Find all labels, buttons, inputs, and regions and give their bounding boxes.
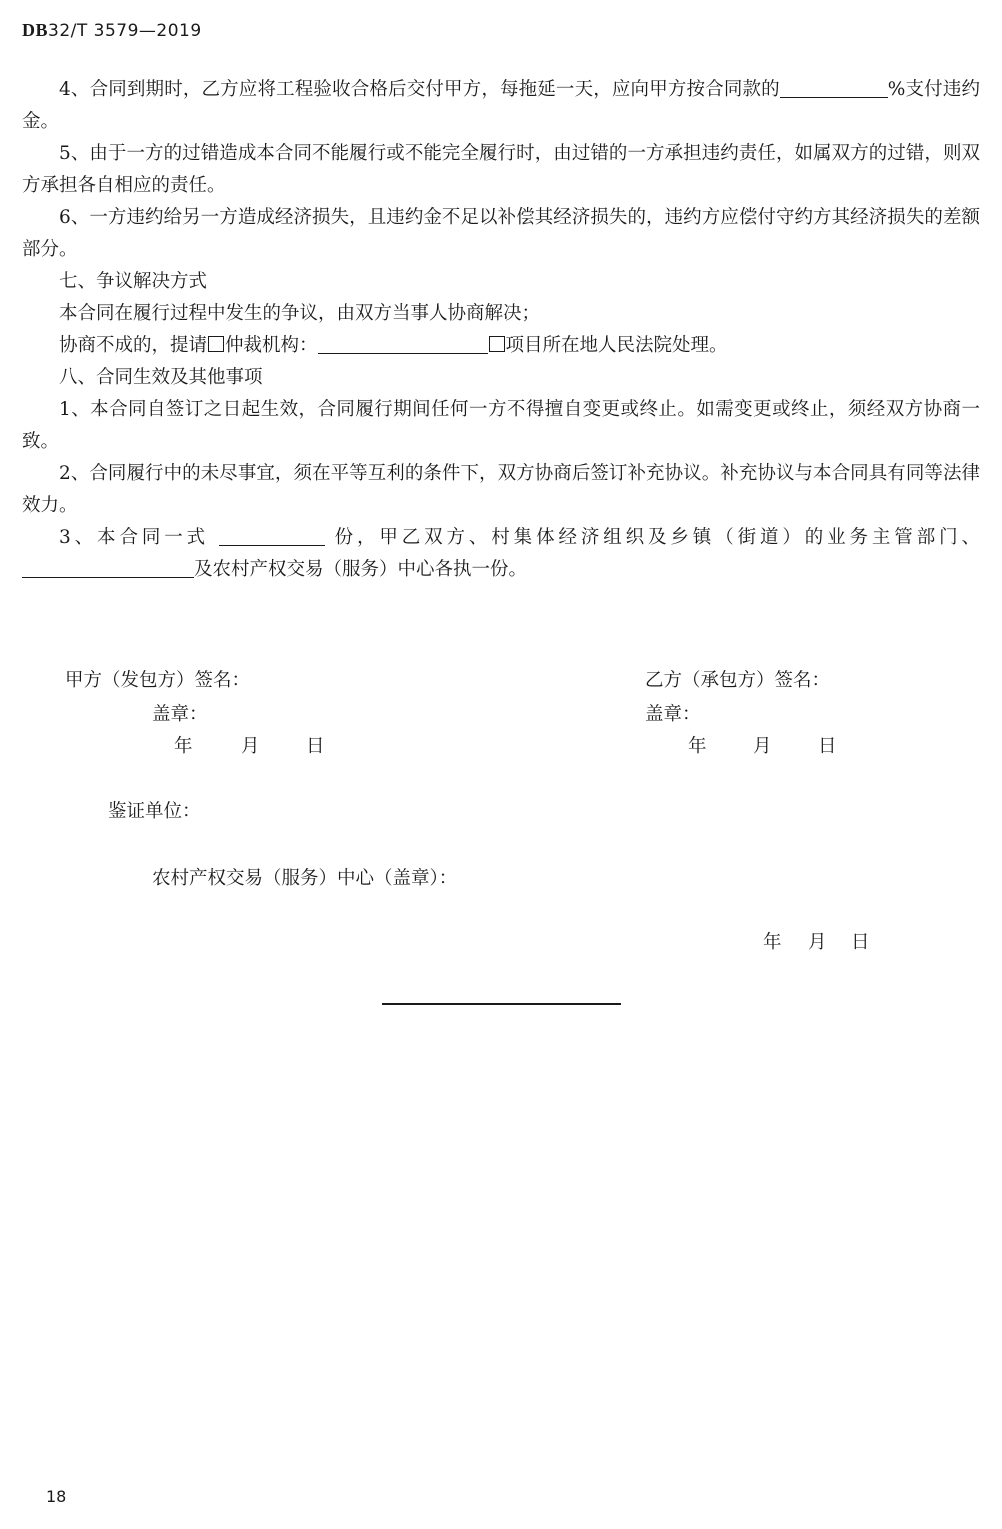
party-a-seal-label: 盖章： (152, 704, 208, 725)
party-a-day: 日 (306, 736, 325, 757)
party-a-year: 年 (174, 736, 193, 757)
end-of-document-rule (382, 1003, 621, 1005)
center-seal-label: 农村产权交易（服务）中心（盖章）： (152, 868, 458, 889)
section-7-paragraph-2: 协商不成的，提请 仲裁机构： 项目所在地人民法院处理。 (59, 335, 728, 356)
section-8-title: 八、合同生效及其他事项 (59, 367, 263, 388)
other-department-blank[interactable] (22, 557, 194, 578)
party-b-year: 年 (688, 736, 707, 757)
clause-4: 4、合同到期时，乙方应将工程验收合格后交付甲方，每拖延一天，应向甲方按合同款的 %支付违约金。 (22, 79, 980, 132)
section-7-paragraph-1: 本合同在履行过程中发生的争议，由双方当事人协商解决； (59, 303, 541, 324)
arbitration-checkbox[interactable] (208, 336, 224, 352)
page-number: 18 (46, 1487, 67, 1506)
section-8-item-2: 2、合同履行中的未尽事宜，须在平等互利的条件下，双方协商后签订补充协议。补充协议与本合同具有同等法律效力。 (22, 463, 980, 516)
section-8-item-3: 3、本合同一式 份，甲乙双方、村集体经济组织及乡镇（街道）的业务主管部门、及农村产权交易（服务）中心各执一份。 (22, 522, 980, 586)
section-7-title: 七、争议解决方式 (59, 271, 208, 292)
contract-body (22, 74, 980, 586)
clause-5: 5、由于一方的过错造成本合同不能履行或不能完全履行时，由过错的一方承担违约责任，如属双方的过错，则双方承担各自相应的责任。 (22, 143, 980, 196)
document-code-number: 32/T 3579—2019 (48, 21, 202, 41)
document-code-prefix: DB (22, 20, 49, 40)
section-8-item-1: 1、本合同自签订之日起生效，合同履行期间任何一方不得擅自变更或终止。如需变更或终止，须经双方协商一致。 (22, 399, 980, 452)
document-code (22, 20, 202, 41)
party-b-month: 月 (753, 736, 772, 757)
center-day: 日 (851, 932, 870, 953)
arbitration-institution-blank[interactable] (318, 333, 488, 354)
center-year: 年 (763, 932, 782, 953)
party-a-month: 月 (241, 736, 260, 757)
penalty-rate-blank[interactable] (780, 77, 888, 98)
clause-6: 6、一方违约给另一方造成经济损失，且违约金不足以补偿其经济损失的，违约方应偿付守约方其经济损失的差额部分。 (22, 207, 980, 260)
party-b-signature-label: 乙方（承包方）签名： (645, 670, 831, 691)
center-month: 月 (808, 932, 827, 953)
party-a-signature-label: 甲方（发包方）签名： (65, 670, 251, 691)
verifier-label: 鉴证单位： (108, 801, 201, 822)
court-checkbox[interactable] (489, 336, 505, 352)
party-b-day: 日 (818, 736, 837, 757)
party-b-seal-label: 盖章： (645, 704, 701, 725)
copies-count-blank[interactable] (219, 525, 325, 546)
